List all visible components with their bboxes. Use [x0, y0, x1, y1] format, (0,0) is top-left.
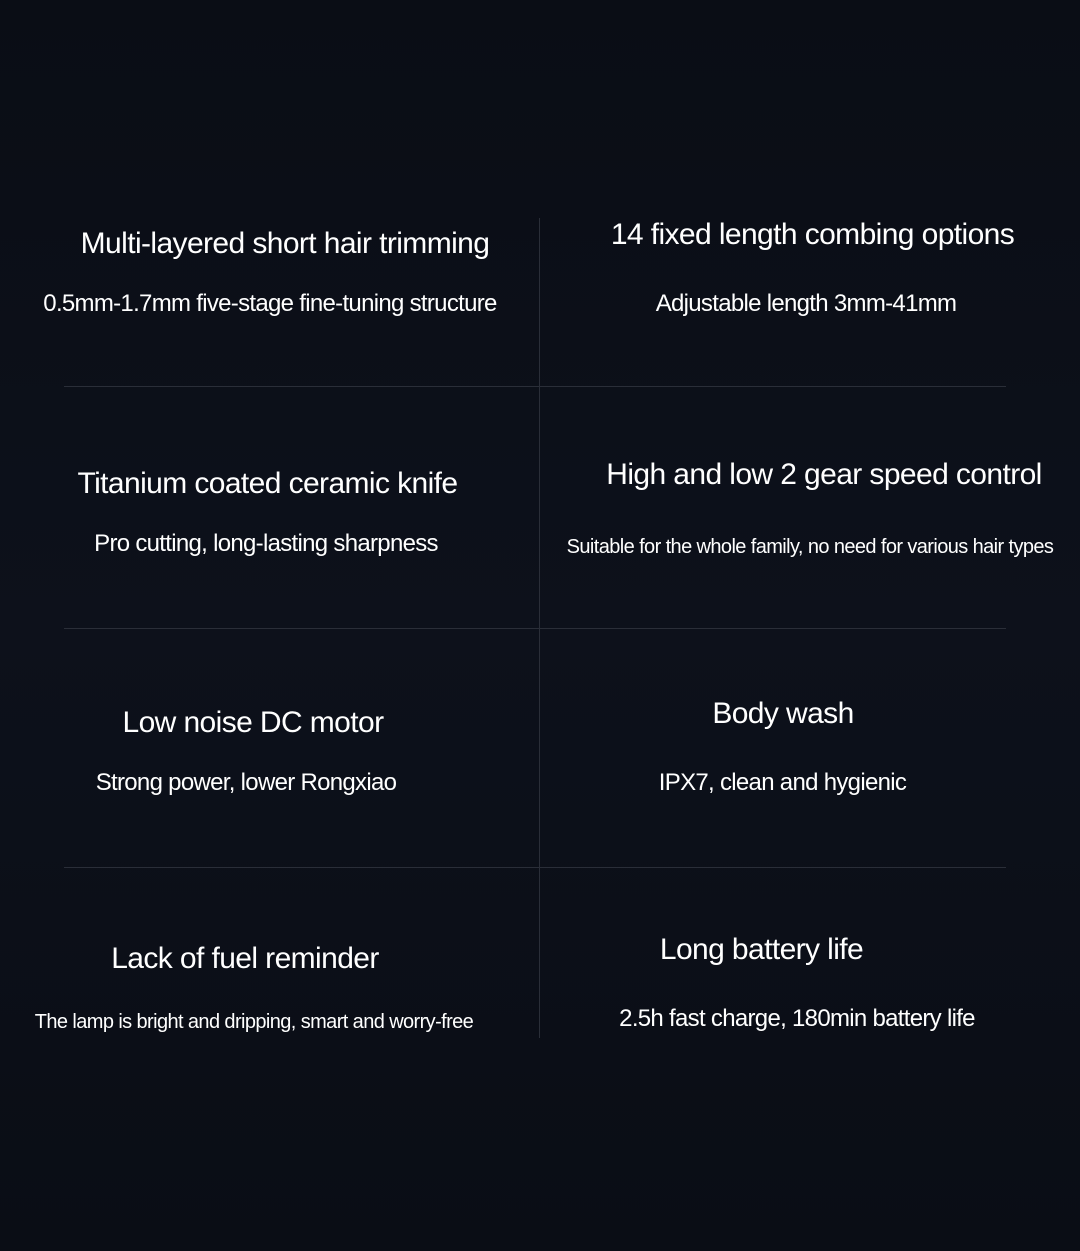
feature-subtitle: Pro cutting, long-lasting sharpness	[94, 530, 438, 557]
feature-subtitle: The lamp is bright and dripping, smart and worry-free	[34, 1011, 474, 1033]
feature-subtitle: 0.5mm-1.7mm five-stage fine-tuning structure	[43, 290, 497, 317]
row-divider	[64, 386, 1006, 387]
feature-subtitle: Adjustable length 3mm-41mm	[655, 290, 957, 317]
feature-title: Long battery life	[659, 933, 864, 966]
feature-title: Multi-layered short hair trimming	[80, 227, 490, 260]
feature-subtitle: 2.5h fast charge, 180min battery life	[619, 1005, 975, 1032]
feature-title: Low noise DC motor	[122, 706, 384, 739]
feature-title: Titanium coated ceramic knife	[77, 467, 458, 500]
feature-subtitle: IPX7, clean and hygienic	[658, 769, 907, 796]
feature-subtitle: Strong power, lower Rongxiao	[95, 769, 397, 796]
feature-title: 14 fixed length combing options	[610, 218, 1015, 251]
row-divider	[64, 867, 1006, 868]
feature-title: Body wash	[712, 697, 854, 730]
row-divider	[64, 628, 1006, 629]
feature-title: High and low 2 gear speed control	[606, 458, 1042, 491]
feature-title: Lack of fuel reminder	[111, 942, 379, 975]
feature-subtitle: Suitable for the whole family, no need for various hair types	[566, 536, 1054, 558]
